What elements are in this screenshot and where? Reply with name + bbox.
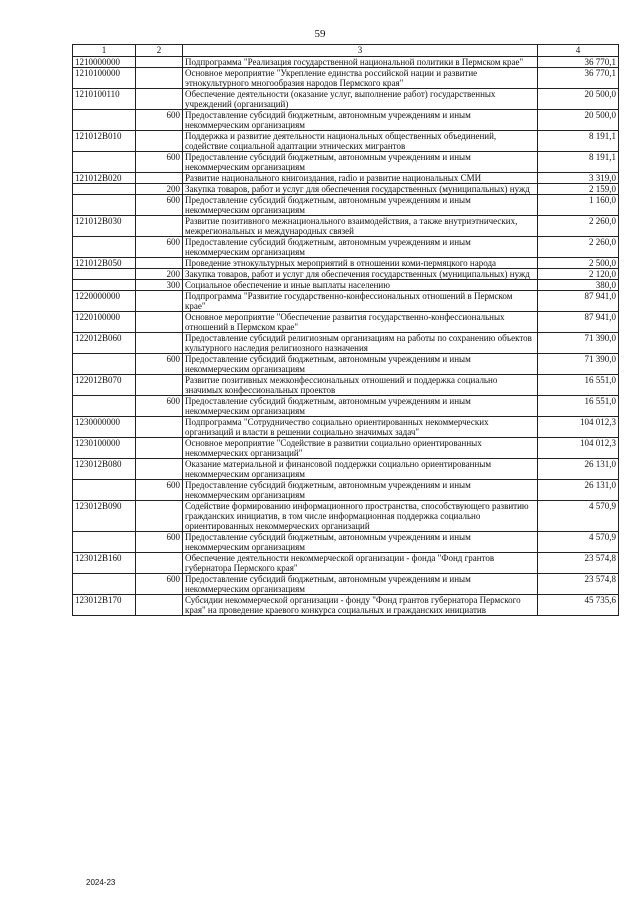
row-name: Подпрограмма "Реализация государственной национальной политики в Пермском крае"	[183, 57, 538, 68]
table-row	[73, 110, 619, 131]
row-code	[73, 480, 136, 501]
row-expense-type	[136, 375, 183, 396]
row-amount: 3 319,0	[538, 173, 619, 184]
row-code	[73, 195, 136, 216]
row-name: Закупка товаров, работ и услуг для обеспечения государственных (муниципальных) нужд	[183, 269, 538, 280]
table-row	[73, 68, 619, 89]
header-col-4: 4	[538, 45, 619, 57]
row-name: Обеспечение деятельности (оказание услуг, выполнение работ) государственных учреждений (организаций)	[183, 89, 538, 110]
row-amount: 20 500,0	[538, 110, 619, 131]
row-name: Предоставление субсидий бюджетным, автономным учреждениям и иным некоммерческим организациям	[183, 532, 538, 553]
table-row	[73, 417, 619, 438]
table-row	[73, 396, 619, 417]
table-row	[73, 237, 619, 258]
table-row	[73, 184, 619, 195]
row-expense-type	[136, 291, 183, 312]
table-row	[73, 501, 619, 532]
row-name: Обеспечение деятельности некоммерческой организации - фонда "Фонд грантов губернатора Пермского края"	[183, 553, 538, 574]
row-expense-type	[136, 131, 183, 152]
footer-code: 2024-23	[86, 878, 116, 887]
row-amount: 4 570,9	[538, 501, 619, 532]
table-row	[73, 57, 619, 68]
row-code: 123012В170	[73, 595, 136, 616]
row-amount: 380,0	[538, 280, 619, 291]
table-row	[73, 375, 619, 396]
table-row	[73, 354, 619, 375]
budget-table	[72, 44, 619, 616]
header-col-1: 1	[73, 45, 136, 57]
row-expense-type	[136, 333, 183, 354]
row-amount: 8 191,1	[538, 152, 619, 173]
row-expense-type: 200	[136, 269, 183, 280]
row-code: 122012В070	[73, 375, 136, 396]
table-row	[73, 574, 619, 595]
row-name: Развитие национального книгоиздания, radio и развитие национальных СМИ	[183, 173, 538, 184]
header-col-2: 2	[136, 45, 183, 57]
row-expense-type	[136, 595, 183, 616]
row-name: Поддержка и развитие деятельности национальных общественных объединений, содействие социальной адаптации этнических мигрантов	[183, 131, 538, 152]
page-number: 59	[314, 28, 326, 40]
row-amount: 16 551,0	[538, 375, 619, 396]
table-row	[73, 280, 619, 291]
row-code: 1210000000	[73, 57, 136, 68]
row-code	[73, 269, 136, 280]
row-code	[73, 184, 136, 195]
row-code: 123012В090	[73, 501, 136, 532]
row-amount: 36 770,1	[538, 57, 619, 68]
row-amount: 20 500,0	[538, 89, 619, 110]
row-amount: 23 574,8	[538, 574, 619, 595]
row-name: Предоставление субсидий бюджетным, автономным учреждениям и иным некоммерческим организациям	[183, 574, 538, 595]
row-expense-type: 600	[136, 396, 183, 417]
row-code	[73, 110, 136, 131]
row-amount: 2 260,0	[538, 237, 619, 258]
row-expense-type: 600	[136, 110, 183, 131]
row-expense-type	[136, 216, 183, 237]
row-amount: 2 500,0	[538, 258, 619, 269]
row-expense-type	[136, 57, 183, 68]
header-col-3: 3	[183, 45, 538, 57]
table-row	[73, 131, 619, 152]
row-amount: 2 120,0	[538, 269, 619, 280]
row-expense-type: 600	[136, 354, 183, 375]
row-code: 123012В160	[73, 553, 136, 574]
row-amount: 26 131,0	[538, 459, 619, 480]
row-expense-type	[136, 417, 183, 438]
table-row	[73, 291, 619, 312]
row-name: Предоставление субсидий бюджетным, автономным учреждениям и иным некоммерческим организациям	[183, 195, 538, 216]
row-name: Основное мероприятие "Укрепление единства российской нации и развитие этнокультурного многообразия народов Пермского края"	[183, 68, 538, 89]
row-name: Предоставление субсидий бюджетным, автономным учреждениям и иным некоммерческим организациям	[183, 480, 538, 501]
row-code	[73, 574, 136, 595]
row-amount: 87 941,0	[538, 312, 619, 333]
row-code: 123012В080	[73, 459, 136, 480]
row-code: 121012В020	[73, 173, 136, 184]
table-row	[73, 333, 619, 354]
row-expense-type: 600	[136, 574, 183, 595]
row-name: Основное мероприятие "Обеспечение развития государственно-конфессиональных отношений в Пермском крае"	[183, 312, 538, 333]
row-amount: 71 390,0	[538, 333, 619, 354]
row-code: 1210100000	[73, 68, 136, 89]
table-row	[73, 258, 619, 269]
row-code: 121012В030	[73, 216, 136, 237]
row-amount: 104 012,3	[538, 438, 619, 459]
row-name: Содействие формированию информационного пространства, способствующего развитию гражданских инициатив, в том числе информационная поддержка социально ориентированных некоммерческих организаций	[183, 501, 538, 532]
row-code: 121012В050	[73, 258, 136, 269]
row-code	[73, 152, 136, 173]
row-expense-type: 600	[136, 480, 183, 501]
row-amount: 87 941,0	[538, 291, 619, 312]
row-name: Проведение этнокультурных мероприятий в отношении коми-пермяцкого народа	[183, 258, 538, 269]
row-amount: 8 191,1	[538, 131, 619, 152]
row-code: 121012В010	[73, 131, 136, 152]
row-name: Подпрограмма "Развитие государственно-конфессиональных отношений в Пермском крае"	[183, 291, 538, 312]
row-name: Предоставление субсидий бюджетным, автономным учреждениям и иным некоммерческим организациям	[183, 110, 538, 131]
row-expense-type: 200	[136, 184, 183, 195]
row-amount: 2 159,0	[538, 184, 619, 195]
table-row	[73, 152, 619, 173]
row-amount: 45 735,6	[538, 595, 619, 616]
row-amount: 26 131,0	[538, 480, 619, 501]
row-amount: 71 390,0	[538, 354, 619, 375]
table-row	[73, 595, 619, 616]
row-expense-type	[136, 258, 183, 269]
table-row	[73, 269, 619, 280]
row-name: Развитие позитивного межнационального взаимодействия, а также внутриэтнических, межрегиональных и международных связей	[183, 216, 538, 237]
row-code	[73, 354, 136, 375]
row-name: Основное мероприятие "Содействие в развитии социально ориентированных некоммерческих организаций"	[183, 438, 538, 459]
row-name: Предоставление субсидий бюджетным, автономным учреждениям и иным некоммерческим организациям	[183, 354, 538, 375]
row-code: 1210100110	[73, 89, 136, 110]
row-expense-type: 600	[136, 195, 183, 216]
row-name: Предоставление субсидий бюджетным, автономным учреждениям и иным некоммерческим организациям	[183, 152, 538, 173]
table-row	[73, 480, 619, 501]
row-code: 1230100000	[73, 438, 136, 459]
row-name: Предоставление субсидий религиозным организациям на работы по сохранению объектов культурного наследия религиозного назначения	[183, 333, 538, 354]
table-row	[73, 438, 619, 459]
table-row	[73, 532, 619, 553]
row-expense-type: 600	[136, 152, 183, 173]
row-expense-type	[136, 501, 183, 532]
row-name: Социальное обеспечение и иные выплаты населению	[183, 280, 538, 291]
row-expense-type	[136, 68, 183, 89]
table-row	[73, 312, 619, 333]
row-name: Развитие позитивных межконфессиональных отношений и поддержка социально значимых конфессиональных проектов	[183, 375, 538, 396]
table-row	[73, 195, 619, 216]
row-code: 1220000000	[73, 291, 136, 312]
row-code	[73, 532, 136, 553]
row-code	[73, 396, 136, 417]
row-code	[73, 237, 136, 258]
row-name: Субсидии некоммерческой организации - фонду "Фонд грантов губернатора Пермского края" на проведение краевого конкурса социальных и гражданских инициатив	[183, 595, 538, 616]
row-name: Предоставление субсидий бюджетным, автономным учреждениям и иным некоммерческим организациям	[183, 396, 538, 417]
row-expense-type	[136, 553, 183, 574]
table-header-row	[73, 45, 619, 57]
row-expense-type	[136, 438, 183, 459]
table-row	[73, 459, 619, 480]
row-amount: 36 770,1	[538, 68, 619, 89]
row-expense-type	[136, 89, 183, 110]
row-expense-type: 300	[136, 280, 183, 291]
table-row	[73, 173, 619, 184]
row-name: Предоставление субсидий бюджетным, автономным учреждениям и иным некоммерческим организациям	[183, 237, 538, 258]
row-expense-type	[136, 173, 183, 184]
row-expense-type: 600	[136, 532, 183, 553]
row-code: 1220100000	[73, 312, 136, 333]
row-code: 1230000000	[73, 417, 136, 438]
row-expense-type	[136, 312, 183, 333]
row-name: Подпрограмма "Сотрудничество социально ориентированных некоммерческих организаций и власти в решении социально значимых задач"	[183, 417, 538, 438]
row-expense-type	[136, 459, 183, 480]
row-name: Оказание материальной и финансовой поддержки социально ориентированным некоммерческим организациям	[183, 459, 538, 480]
row-amount: 23 574,8	[538, 553, 619, 574]
table-row	[73, 216, 619, 237]
row-amount: 4 570,9	[538, 532, 619, 553]
row-amount: 2 260,0	[538, 216, 619, 237]
row-amount: 1 160,0	[538, 195, 619, 216]
table-row	[73, 553, 619, 574]
row-name: Закупка товаров, работ и услуг для обеспечения государственных (муниципальных) нужд	[183, 184, 538, 195]
row-amount: 16 551,0	[538, 396, 619, 417]
table-row	[73, 89, 619, 110]
row-code: 122012В060	[73, 333, 136, 354]
row-code	[73, 280, 136, 291]
row-expense-type: 600	[136, 237, 183, 258]
row-amount: 104 012,3	[538, 417, 619, 438]
table-body	[73, 57, 619, 616]
